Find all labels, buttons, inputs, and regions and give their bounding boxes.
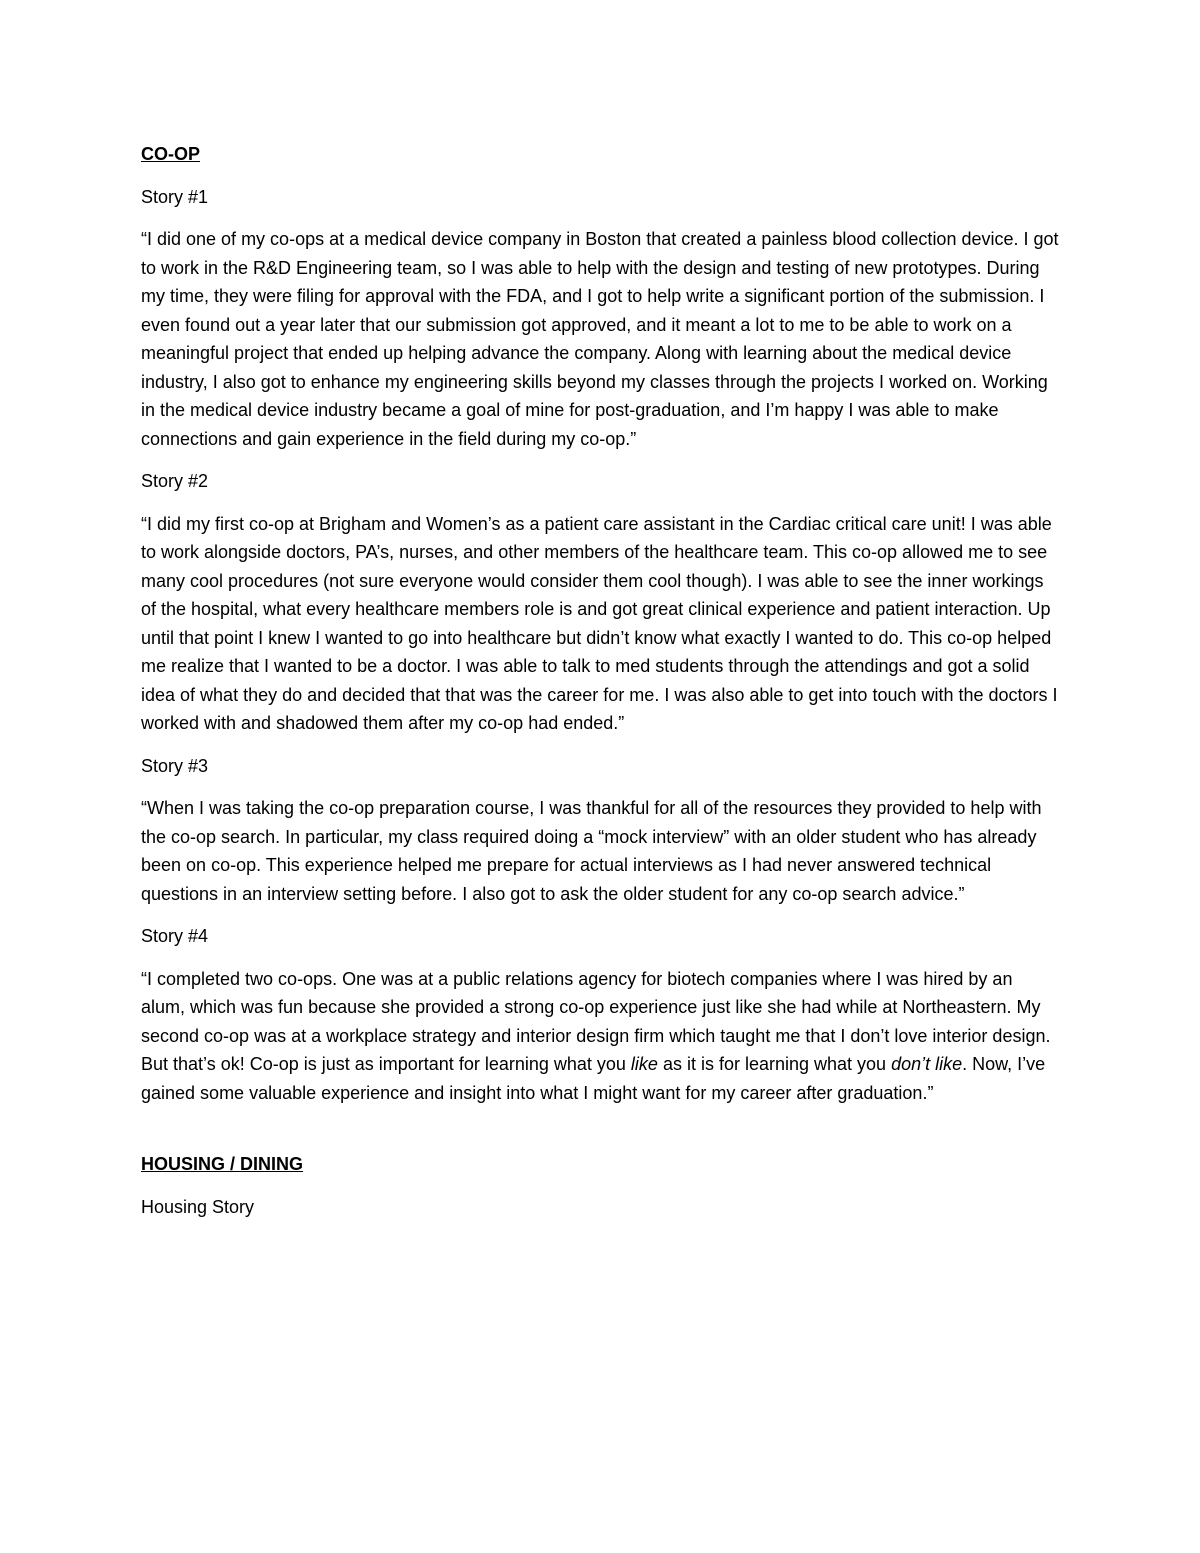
document-page (141, 140, 1059, 1235)
story-4-text-part-1: “I completed two co-ops. One was at a public relations agency for biotech companies where I was hired by an alum, which was fun because she provided a strong co-op experience just like she had while at Northeastern. My second co-op was at a workplace strategy and interior design firm which taught me that I don’t love interior design. But that’s ok! Co-op is just as important for learning what you (141, 968, 1051, 1074)
section-heading-coop: CO-OP (141, 144, 201, 164)
story-body-4 (141, 965, 1059, 1108)
story-4-text-part-3: . Now, I’ve gained some valuable experience and insight into what I might want for my career after graduation.” (141, 1054, 1046, 1103)
section-heading-housing-dining: HOUSING / DINING (141, 1154, 304, 1174)
story-label-housing: Housing Story (141, 1196, 255, 1217)
story-body-1: “I did one of my co-ops at a medical device company in Boston that created a painless blood collection device. I got to work in the R&D Engineering team, so I was able to help with the design and testing of new prototypes. During my time, they were filing for approval with the FDA, and I got to help write a significant portion of the submission. I even found out a year later that our submission got approved, and it meant a lot to me to be able to work on a meaningful project that ended up helping advance the company. Along with learning about the medical device industry, I also got to enhance my engineering skills beyond my classes through the projects I worked on. Working in the medical device industry became a goal of mine for post-graduation, and I’m happy I was able to make connections and gain experience in the field during my co-op.” (141, 229, 1059, 449)
story-label-2: Story #2 (141, 471, 209, 491)
story-4-emphasis-like: like (630, 1054, 658, 1074)
story-label-3: Story #3 (141, 755, 209, 776)
story-4-text-part-2: as it is for learning what you (657, 1054, 892, 1074)
section-spacer (141, 1121, 1059, 1150)
story-label-1: Story #1 (141, 186, 209, 207)
story-body-2: “I did my first co-op at Brigham and Women’s as a patient care assistant in the Cardiac critical care unit! I was able to work alongside doctors, PA’s, nurses, and other members of the healthcare team. This co-op allowed me to see many cool procedures (not sure everyone would consider them cool though). I was able to see the inner workings of the hospital, what every healthcare members role is and got great clinical experience and patient interaction. Up until that point I knew I wanted to go into healthcare but didn’t know what exactly I wanted to do. This co-op helped me realize that I wanted to be a doctor. I was able to talk to med students through the attendings and got a solid idea of what they do and decided that that was the career for me. I was also able to get into touch with the doctors I worked with and shadowed them after my co-op had ended.” (141, 513, 1058, 733)
story-label-4: Story #4 (141, 926, 209, 946)
story-4-emphasis-dont-like: don’t like (891, 1054, 963, 1074)
story-body-3: “When I was taking the co-op preparation course, I was thankful for all of the resources they provided to help with the co-op search. In particular, my class required doing a “mock interview” with an older student who has already been on co-op. This experience helped me prepare for actual interviews as I had never answered technical questions in an interview setting before. I also got to ask the older student for any co-op search advice.” (141, 798, 1042, 904)
